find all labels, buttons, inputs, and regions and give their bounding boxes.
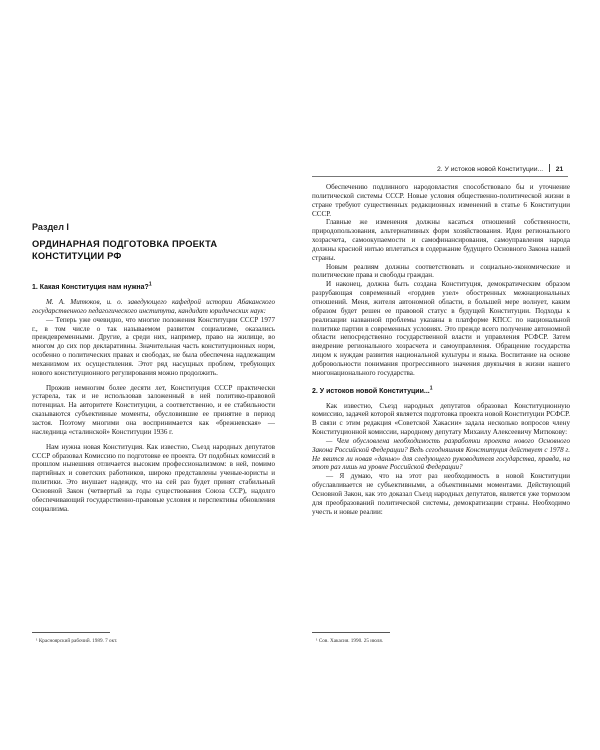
author-line: М. А. Митюков, и. о. заведующего кафедрой истории Абаканского государственного педагогического института, кандидат юридических наук: (32, 298, 275, 315)
footnote-rule (312, 632, 390, 633)
chapter-subheading (312, 385, 570, 395)
footnote: ¹ Сов. Хакасия. 1990. 25 июля. (316, 638, 384, 644)
section-title (32, 238, 275, 262)
right-page (300, 0, 600, 750)
paragraph: — Я думаю, что на этот раз необходимость в новой Конституции обуславливается не субъективными, а объективными моментами. Действующий Основной Закон, как это доказал Съезд народных депутатов, является уже тормозом для преобразований политической системы, демократизации страны. Необходимо учесть и новые реалии: (312, 472, 570, 516)
running-head-divider (549, 164, 550, 172)
section-title-line-2: КОНСТИТУЦИИ РФ (32, 251, 122, 261)
section-label: Раздел I (32, 222, 69, 232)
chapter-subheading (32, 281, 275, 291)
paragraph: Как известно, Съезд народных депутатов образовал Конституционную комиссию, задачей которой является подготовка проекта новой Конституции РСФСР. В связи с этим редакция «Советской Хакасии» задала несколько вопросов члену Конституционной комиссии, народному депутату Михаилу Алексеевичу Митюкову: (312, 401, 570, 437)
paragraph: — Теперь уже очевидно, что многие положения Конституции СССР 1977 г., в том числе о так называемом развитом социализме, оказались преждевременными. Другие, а среди них, например, право на жилище, во многом до сих пор декларативны. Значительная часть конституционных норм, особенно о политических правах и свободах, не была обеспечена надлежащим механизмом их осуществления. Этот ряд насущных проблем, требующих нового конституционного регулирования можно продолжить. (32, 315, 275, 377)
running-head-title: 2. У истоков новой Конституции... (437, 166, 544, 173)
left-column (32, 222, 275, 513)
subheading-text: 1. Какая Конституция нам нужна? (32, 284, 149, 291)
subheading-text: 2. У истоков новой Конституции... (312, 387, 430, 395)
paragraph: Прожив немногим более десяти лет, Конституция СССР практически устарела, так и не использовав заложенный в ней политико-правовой потенциал. На авторитете Конституции, а соответственно, и ее стабильности сказываются субъективные моменты, обусловившие ее принятие в период застоя. Поэтому многими она воспринимается как «брежневская» — наследница «сталинской» Конституции 1936 г. (32, 383, 275, 436)
paragraph: Главные же изменения должны касаться отношений собственности, природопользования, альтернативных форм хозяйствования. Идеи регионального хозрасчета, самоокупаемости и самофинансирования, самоуправления народа должны красной нитью вплетаться в содержание будущего Основного Закона нашей страны. (312, 218, 570, 262)
right-column (312, 183, 570, 517)
section-title-line-1: ОРДИНАРНАЯ ПОДГОТОВКА ПРОЕКТА (32, 239, 218, 249)
interview-question: — Чем обусловлена необходимость разработки проекта нового Основного Закона Российской Федерации? Ведь сегодняшняя Конституция действует с 1978 г. Не явится ли новая «данью» для следующего руководителя государства, правда, на этот раз лишь на уровне Российской Федерации? (312, 436, 570, 472)
paragraph: Нам нужна новая Конституция. Как известно, Съезд народных депутатов СССР образовал Комиссию по подготовке ее проекта. От подобных комиссий в прошлом нынешняя отличается высоким профессионализмом: в ней, помимо партийных и советских работников, широко представлены ученые-юристы и политики. Это внушает надежду, что на сей раз будет принят стабильный Основной Закон (четвертый за годы существования Союза ССР), надолго обеспечивающий государственно-правовые условия и перспективы обновления социализма. (32, 442, 275, 513)
footnote-ref: 1 (148, 281, 152, 288)
footnote-rule (32, 632, 110, 633)
page-number: 21 (555, 166, 564, 173)
paragraph: Новым реалиям должны соответствовать и социально-экономические и политические права и свободы граждан. (312, 262, 570, 280)
paragraph: И наконец, должна быть создана Конституция, демократическим образом разрубающая современный «гордиев узел» обостренных межнациональных отношений. Меня, жителя автономной области, в большей мере волнует, каким образом будет решен ее правовой статус в будущей Конституции. Подходы к реализации названной проблемы указаны в платформе КПСС по национальной политике партии в современных условиях. Это прежде всего получение автономной области непосредственно государственной власти и управления РСФСР. Затем внедрение регионального хозрасчета и самоуправления. Обращение государства лицом к нуждам развития национальной культуры и языка. Воспитание на основе добровольности понимания прогрессивного значения двуязычия в жизни нашего многонационального государства. (312, 280, 570, 377)
paragraph: Обеспечению подлинного народовластия способствовало бы и уточнение политической системы СССР. Новые условия общественно-политической жизни в стране требуют существенных редакционных изменений в статье 6 Конституции СССР. (312, 183, 570, 218)
footnote: ¹ Красноярский рабочий. 1989. 7 окт. (36, 638, 118, 644)
running-head (437, 164, 563, 173)
header-rule (312, 176, 568, 177)
footnote-ref: 1 (429, 385, 433, 392)
